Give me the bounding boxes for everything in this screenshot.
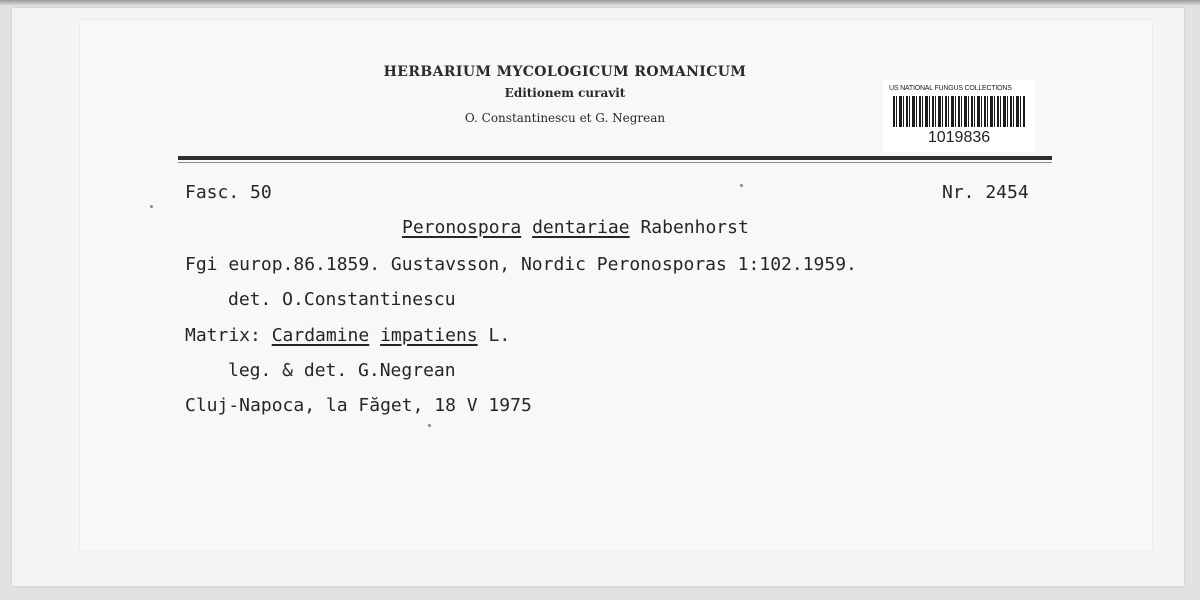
matrix-label: Matrix:	[185, 325, 261, 346]
herbarium-subtitle: Editionem curavit	[504, 86, 626, 100]
species-genus: Peronospora	[402, 217, 522, 238]
barcode-caption: US NATIONAL FUNGUS COLLECTIONS	[889, 85, 1012, 92]
host-author: L.	[488, 325, 511, 346]
scan-edge-shadow	[0, 0, 1200, 6]
header-divider-thin	[178, 162, 1052, 163]
header-divider	[178, 156, 1052, 160]
literature-reference: Fgi europ.86.1859. Gustavsson, Nordic Peronosporas 1:102.1959.	[185, 254, 857, 275]
collector-line: leg. & det. G.Negrean	[228, 360, 456, 381]
herbarium-editors: O. Constantinescu et G. Negrean	[464, 111, 666, 125]
species-name	[402, 217, 749, 238]
fascicle-number: Fasc. 50	[185, 182, 272, 203]
herbarium-title: HERBARIUM MYCOLOGICUM ROMANICUM	[383, 64, 747, 80]
determiner-line: det. O.Constantinescu	[228, 289, 456, 310]
specimen-number: Nr. 2454	[942, 182, 1029, 203]
barcode-number: 1019836	[927, 129, 991, 146]
barcode-sticker	[883, 80, 1035, 152]
host-genus: Cardamine	[271, 325, 370, 346]
paper-speck	[740, 184, 743, 187]
barcode-icon	[893, 96, 1025, 127]
species-author: Rabenhorst	[640, 217, 749, 238]
locality-line: Cluj-Napoca, la Făget, 18 V 1975	[185, 395, 532, 416]
paper-speck	[428, 424, 431, 427]
species-epithet: dentariae	[532, 217, 630, 238]
host-matrix	[185, 325, 510, 346]
host-epithet: impatiens	[380, 325, 478, 346]
paper-speck	[150, 205, 153, 208]
